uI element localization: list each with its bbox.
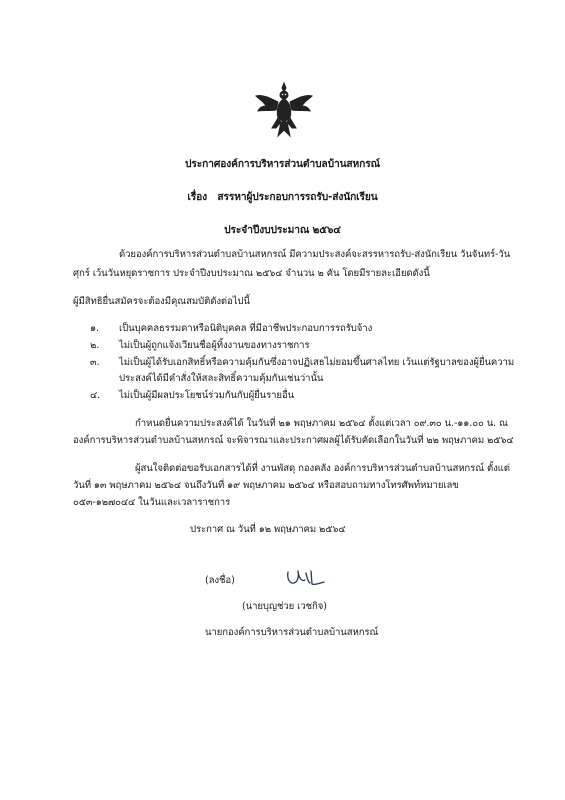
- qualification-number: ๔.: [90, 390, 101, 401]
- subject-line: [0, 192, 565, 204]
- announcement-title: ประกาศองค์การบริหารส่วนตำบลบ้านสหกรณ์: [185, 159, 380, 170]
- subject-text: สรรหาผู้ประกอบการรถรับ-ส่งนักเรียน: [217, 192, 378, 203]
- qualification-text: เป็นบุคคลธรรมดาหรือนิติบุคคล ที่มีอาชีพประกอบการรถรับจ้าง: [119, 323, 373, 334]
- fiscal-year: ประจำปีงบประมาณ ๒๕๖๔: [224, 225, 341, 236]
- signed-label: (ลงชื่อ): [205, 575, 235, 586]
- contact-line-2: วันที่ ๑๓ พฤษภาคม ๒๕๖๔ จนถึงวันที่ ๑๙ พฤษภาคม ๒๕๖๔ หรือสอบถามทางโทรศัพท์หมายเลข: [73, 480, 459, 491]
- qualification-text-continued: ประสงค์ได้มีคำสั่งให้สละสิทธิ์ความคุ้มกันเช่นว่านั้น: [119, 373, 324, 384]
- schedule-line-2: องค์การบริหารส่วนตำบลบ้านสหกรณ์ จะพิจารณาและประกาศผลผู้ได้รับคัดเลือกในวันที่ ๒๒ พฤษภาคม ๒๕๖๔: [73, 435, 514, 446]
- qualification-number: ๓.: [90, 357, 100, 368]
- schedule-line-1: กำหนดยื่นความประสงค์ได้ ในวันที่ ๒๑ พฤษภาคม ๒๕๖๔ ตั้งแต่เวลา ๐๙.๓๐ น.-๑๑.๐๐ น. ณ: [135, 418, 508, 429]
- garuda-emblem-icon: [254, 80, 314, 140]
- qualification-number: ๒.: [90, 340, 100, 351]
- handwritten-signature: [285, 568, 327, 590]
- signer-name: (นายบุญช่วย เวชกิจ): [242, 601, 327, 612]
- contact-line-1: ผู้สนใจติดต่อขอรับเอกสารได้ที่ งานพัสดุ กองคลัง องค์การบริหารส่วนตำบลบ้านสหกรณ์ ตั้งแต่: [135, 463, 510, 474]
- announcement-date: ประกาศ ณ วันที่ ๑๒ พฤษภาคม ๒๕๖๔: [190, 524, 346, 535]
- qualifications-heading: ผู้มีสิทธิยื่นสมัครจะต้องมีคุณสมบัติดังต่อไปนี้: [73, 296, 250, 307]
- qualification-text: ไม่เป็นผู้ได้รับเอกสิทธิ์หรือความคุ้มกันซึ่งอาจปฏิเสธไม่ยอมขึ้นศาลไทย เว้นแต่รัฐบาลของผู้ยื่นความ: [119, 357, 515, 368]
- intro-line-2: ศุกร์ เว้นวันหยุดราชการ ประจำปีงบประมาณ ๒๕๖๔ จำนวน ๒ คัน โดยมีรายละเอียดดังนี้: [73, 268, 430, 279]
- qualification-number: ๑.: [90, 323, 99, 334]
- signer-position: นายกองค์การบริหารส่วนตำบลบ้านสหกรณ์: [205, 627, 379, 638]
- qualification-text: ไม่เป็นผู้ถูกแจ้งเวียนชื่อผู้ทิ้งงานของทางราชการ: [119, 340, 310, 351]
- qualification-text: ไม่เป็นผู้มีผลประโยชน์ร่วมกันกับผู้ยื่นรายอื่น: [119, 390, 295, 401]
- intro-line-1: ด้วยองค์การบริหารส่วนตำบลบ้านสหกรณ์ มีความประสงค์จะสรรหารถรับ-ส่งนักเรียน วันจันทร์-วัน: [119, 249, 511, 260]
- subject-label: เรื่อง: [187, 192, 207, 203]
- contact-line-3: ๐๕๓-๑๒๗๐๔๔ ในวันและเวลาราชการ: [73, 497, 231, 508]
